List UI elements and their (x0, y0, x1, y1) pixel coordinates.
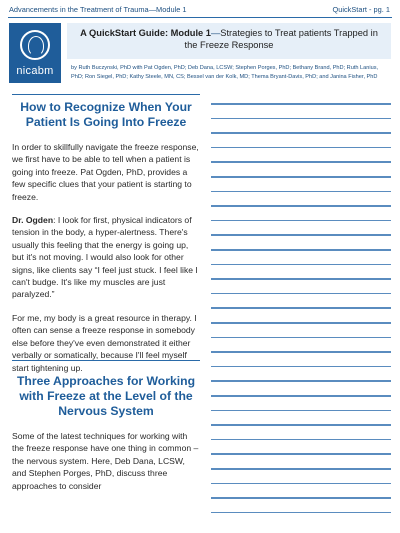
page-number: QuickStart - pg. 1 (332, 5, 390, 14)
note-line (211, 132, 391, 134)
note-line (211, 176, 391, 178)
logo-text: nicabm (16, 65, 54, 77)
section1-paragraph-2 (12, 214, 200, 301)
section2 (12, 374, 200, 492)
speaker-label: Dr. Ogden (12, 215, 54, 226)
note-line (211, 351, 391, 353)
note-line (211, 439, 391, 441)
nicabm-logo (9, 23, 61, 83)
section1-heading: How to Recognize When Your Patient Is Going Into Freeze (20, 100, 192, 129)
note-taking-lines (211, 0, 391, 533)
note-line (211, 147, 391, 149)
section1 (12, 100, 200, 374)
course-title: Advancements in the Treatment of Trauma—Module 1 (9, 5, 187, 14)
note-line (211, 103, 391, 105)
note-line (211, 220, 391, 222)
note-line (211, 264, 391, 266)
note-line (211, 118, 391, 120)
note-line (211, 249, 391, 251)
section2-heading: Three Approaches for Working with Freeze at the Level of the Nervous System (16, 374, 196, 418)
note-line (211, 191, 391, 193)
note-line (211, 278, 391, 280)
section2-top-rule (12, 360, 200, 361)
note-line (211, 234, 391, 236)
note-line (211, 366, 391, 368)
note-line (211, 205, 391, 207)
note-line (211, 483, 391, 485)
section1-top-rule (12, 94, 200, 95)
author-list: by Ruth Buczynski, PhD with Pat Ogden, PhD; Deb Dana, LCSW; Stephen Porges, PhD; Bethany Brand, PhD; Ruth Lanius, PhD; Ron Siegel, PhD; Kathy Steele, MN, CS; Bessel van der Kolk, MD; Thema Bryant-Davis, PhD; and Janina Fisher, PhD (71, 65, 379, 80)
guide-title-dash: — (210, 28, 221, 38)
section2-paragraph-1: Some of the latest techniques for working with the freeze response have one thing in common – the nervous system. Here, Deb Dana, LCSW, and Stephen Porges, PhD, discuss three approaches to consider (12, 431, 199, 491)
head-outline-icon (20, 30, 50, 60)
note-line (211, 293, 391, 295)
note-line (211, 497, 391, 499)
note-line (211, 322, 391, 324)
note-line (211, 453, 391, 455)
note-line (211, 512, 391, 514)
section1-paragraph-1: In order to skillfully navigate the freeze response, we first have to be able to tell when a patient is going into freeze. Pat Ogden, PhD, provides a few specific clues that your patient is starting to freeze. (12, 142, 199, 202)
note-line (211, 395, 391, 397)
note-line (211, 337, 391, 339)
note-line (211, 410, 391, 412)
note-line (211, 380, 391, 382)
speaker-text: : I look for first, physical indicators of tension in the body, a hyper-alertness. There's usually this feeling that the energy is going up, but it's not moving. I would also look for other signs, like clients say “I feel just stuck. I feel like I can't budge. It's like my muscles are just paralyzed.” (12, 215, 198, 300)
section1-paragraph-3: For me, my body is a great resource in therapy. I often can sense a freeze response in somebody else before they've even demonstrated it either verbally or somatically, because I'll feel myself start tightening up. (12, 312, 197, 373)
note-line (211, 161, 391, 163)
note-line (211, 307, 391, 309)
guide-title-subtitle: Strategies to Treat patients Trapped in the Freeze Response (184, 28, 378, 50)
note-line (211, 468, 391, 470)
note-line (211, 424, 391, 426)
guide-title-main: A QuickStart Guide: Module 1 (80, 28, 211, 38)
